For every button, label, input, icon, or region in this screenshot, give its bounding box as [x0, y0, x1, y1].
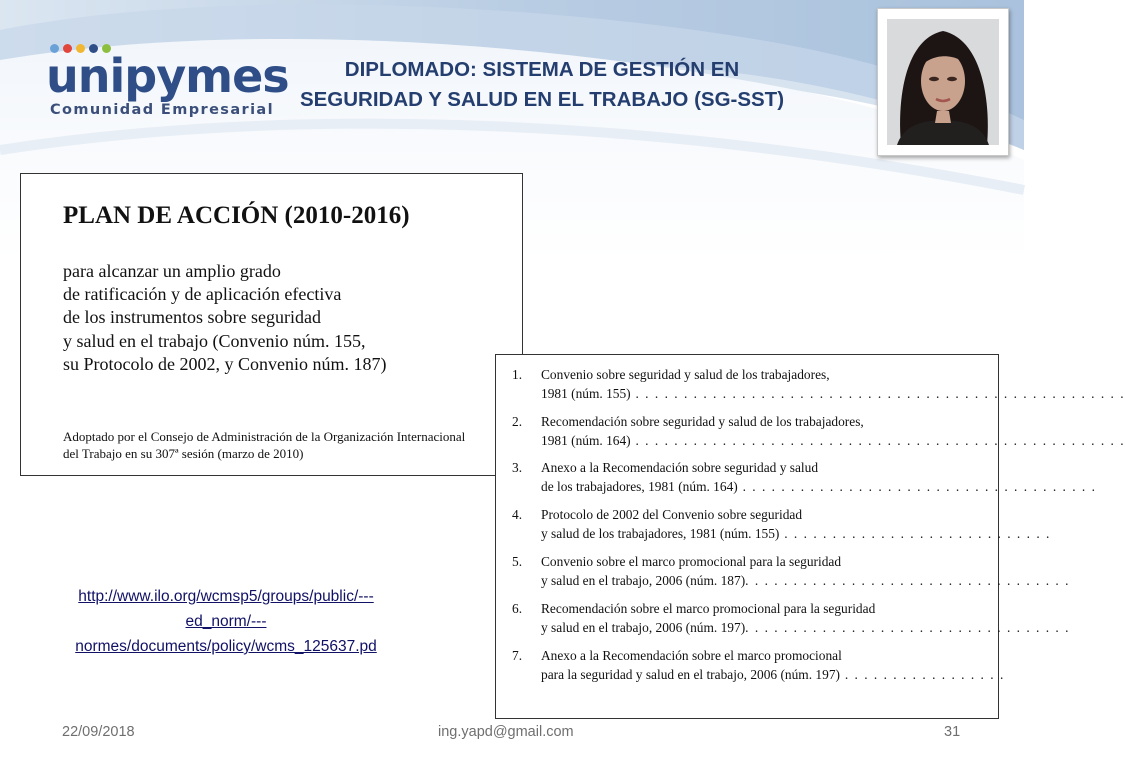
document-note-line: del Trabajo en su 307ª sesión (marzo de 2010)	[63, 446, 304, 461]
footer-page-number: 31	[944, 724, 961, 740]
footer-email: ing.yapd@gmail.com	[438, 724, 574, 740]
document-body-line: su Protocolo de 2002, y Convenio núm. 187)	[63, 353, 387, 374]
unipymes-logo	[46, 44, 289, 124]
item-text-line: y salud en el trabajo, 2006 (núm. 187)	[541, 572, 746, 588]
item-number: 3.	[512, 460, 523, 475]
plan-de-accion-document	[20, 173, 523, 476]
instruments-list-document	[495, 354, 1125, 719]
document-body-line: de los instrumentos sobre seguridad	[63, 307, 321, 328]
item-dot-leader: . . . . . . . . . . . . . . . . . . . . . . . . . . . . . . . . . . . . .	[737, 478, 1097, 494]
item-number: 6.	[512, 601, 523, 616]
presenter-photo	[877, 8, 1009, 156]
link-text-line[interactable]: http://www.ilo.org/wcmsp5/groups/public/---	[78, 588, 374, 605]
item-text-line: y salud en el trabajo, 2006 (núm. 197)	[541, 619, 746, 635]
document-body-line: y salud en el trabajo (Convenio núm. 155,	[63, 330, 366, 351]
item-text-line: Convenio sobre el marco promocional para la seguridad	[541, 554, 842, 569]
item-dot-leader: . . . . . . . . . . . . . . . . . . . . . . . . . . . .	[779, 525, 1051, 541]
item-text-line: Recomendación sobre seguridad y salud de los trabajadores,	[541, 414, 864, 429]
item-text-line: Anexo a la Recomendación sobre seguridad y salud	[541, 460, 819, 475]
item-dot-leader: . . . . . . . . . . . . . . . . . . . . . . . . . . . . . . . . . . . . . . . . . . . . . . . . . . .	[630, 385, 1125, 401]
document-body-line: de ratificación y de aplicación efectiva	[63, 284, 342, 305]
item-text-line: y salud de los trabajadores, 1981 (núm. 155)	[541, 525, 780, 541]
slide-title-line: SEGURIDAD Y SALUD EN EL TRABAJO (SG-SST)	[299, 88, 785, 111]
item-dot-leader: . . . . . . . . . . . . . . . . . . . . . . . . . . . . . . . . . .	[745, 619, 1070, 635]
document-note-line: Adoptado por el Consejo de Administración de la Organización Internacional	[63, 429, 466, 444]
item-number: 2.	[512, 414, 523, 429]
item-text-line: Recomendación sobre el marco promocional para la seguridad	[541, 601, 876, 616]
link-text-line[interactable]: normes/documents/policy/wcms_125637.pd	[75, 638, 377, 655]
ilo-document-link[interactable]	[20, 584, 432, 659]
item-dot-leader: . . . . . . . . . . . . . . . . . . . . . . . . . . . . . . . . . .	[745, 572, 1070, 588]
item-dot-leader: . . . . . . . . . . . . . . . . . . . . . . . . . . . . . . . . . . . . . . . . . . . . . . . . . . .	[630, 432, 1125, 448]
item-text-line: Protocolo de 2002 del Convenio sobre seguridad	[541, 507, 803, 522]
document-body	[63, 260, 386, 376]
item-text-line: para la seguridad y salud en el trabajo, 2006 (núm. 197)	[541, 666, 840, 682]
slide-title	[292, 55, 792, 115]
item-number: 7.	[512, 648, 523, 663]
item-text-line: 1981 (núm. 164)	[541, 432, 631, 448]
item-text-line: 1981 (núm. 155)	[541, 385, 631, 401]
link-text-line[interactable]: ed_norm/---	[185, 613, 267, 630]
slide-title-line: DIPLOMADO: SISTEMA DE GESTIÓN EN	[344, 58, 740, 81]
item-text-line: Anexo a la Recomendación sobre el marco promocional	[541, 648, 842, 663]
document-body-line: para alcanzar un amplio grado	[63, 261, 281, 281]
item-number: 1.	[512, 367, 523, 382]
item-number: 5.	[512, 554, 523, 569]
item-text-line: Convenio sobre seguridad y salud de los trabajadores,	[541, 367, 830, 382]
item-number: 4.	[512, 507, 523, 522]
item-text-line: de los trabajadores, 1981 (núm. 164)	[541, 478, 738, 494]
document-heading: PLAN DE ACCIÓN (2010-2016)	[63, 202, 410, 229]
document-adoption-note	[63, 428, 465, 462]
logo-wordmark: unipymes	[46, 49, 289, 103]
footer-date: 22/09/2018	[62, 724, 135, 740]
item-dot-leader: . . . . . . . . . . . . . . . . .	[839, 666, 1005, 682]
logo-tagline: Comunidad Empresarial	[50, 102, 274, 118]
presenter-portrait-image	[887, 19, 999, 145]
